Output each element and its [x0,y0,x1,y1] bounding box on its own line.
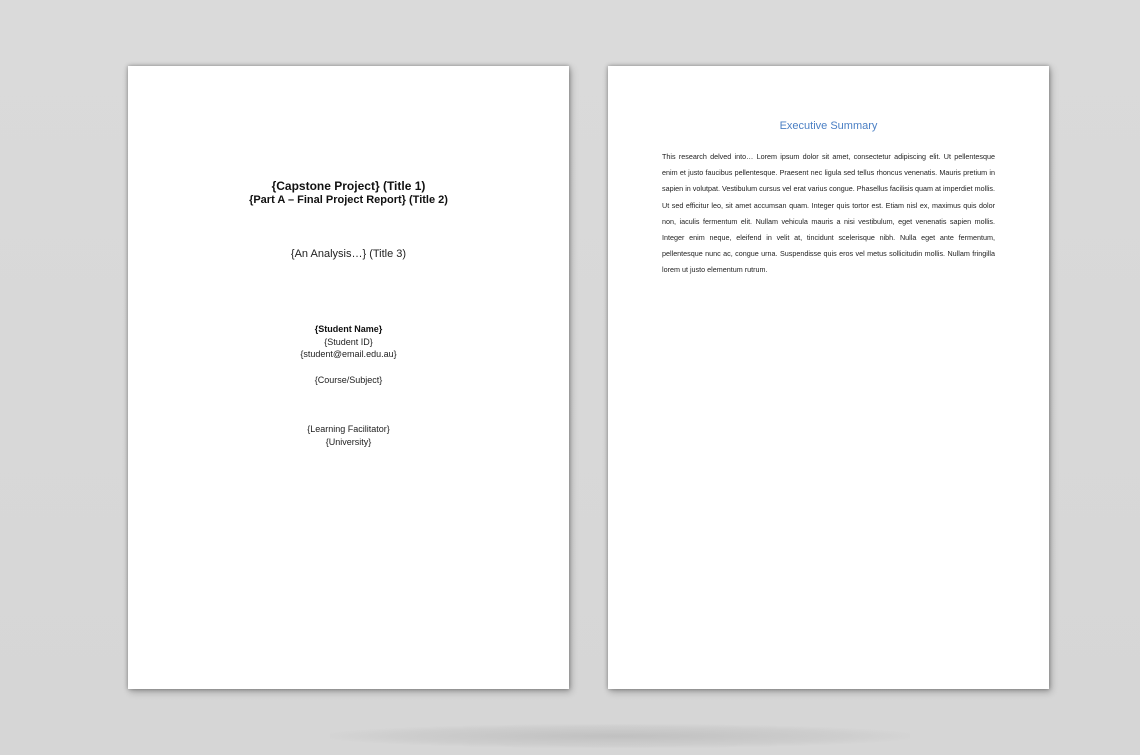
student-email: {student@email.edu.au} [300,349,397,359]
course-subject: {Course/Subject} [314,375,383,385]
student-name: {Student Name} [314,324,383,334]
cover-title-3: {An Analysis…} (Title 3) [290,248,407,260]
executive-summary-body: This research delved into… Lorem ipsum dolor sit amet, consectetur adipiscing elit. Ut pellentesque enim et justo faucibus pellentesque. Praesent nec ligula sed tellus rhoncus venenatis. Mauris pretium in sapien in volutpat. Vestibulum cursus vel erat varius congue. Phasellus facilisis quam at imperdiet mollis. Ut sed efficitur leo, sit amet accumsan quam. Integer quis tortor est. Etiam nisl ex, maximus quis dolor non, iaculis fermentum elit. Nullam vehicula mauris a nisi vestibulum, eget venenatis sapien mollis. Integer enim neque, eleifend in velit at, tincidunt scelerisque nibh. Nulla eget ante fermentum, pellentesque nunc ac, congue urna. Suspendisse quis eros vel metus sollicitudin mollis. Nullam fringilla lorem ut justo elementum rutrum. [662,152,995,275]
executive-summary-page [608,66,1049,689]
university: {University} [325,437,372,447]
floor-shadow [330,724,910,748]
learning-facilitator: {Learning Facilitator} [307,424,390,434]
executive-summary-heading: Executive Summary [779,120,878,132]
cover-title-2: {Part A – Final Project Report} (Title 2) [249,194,448,206]
cover-page [128,66,569,689]
student-id: {Student ID} [324,337,373,347]
cover-title-1: {Capstone Project} (Title 1) [271,179,426,193]
